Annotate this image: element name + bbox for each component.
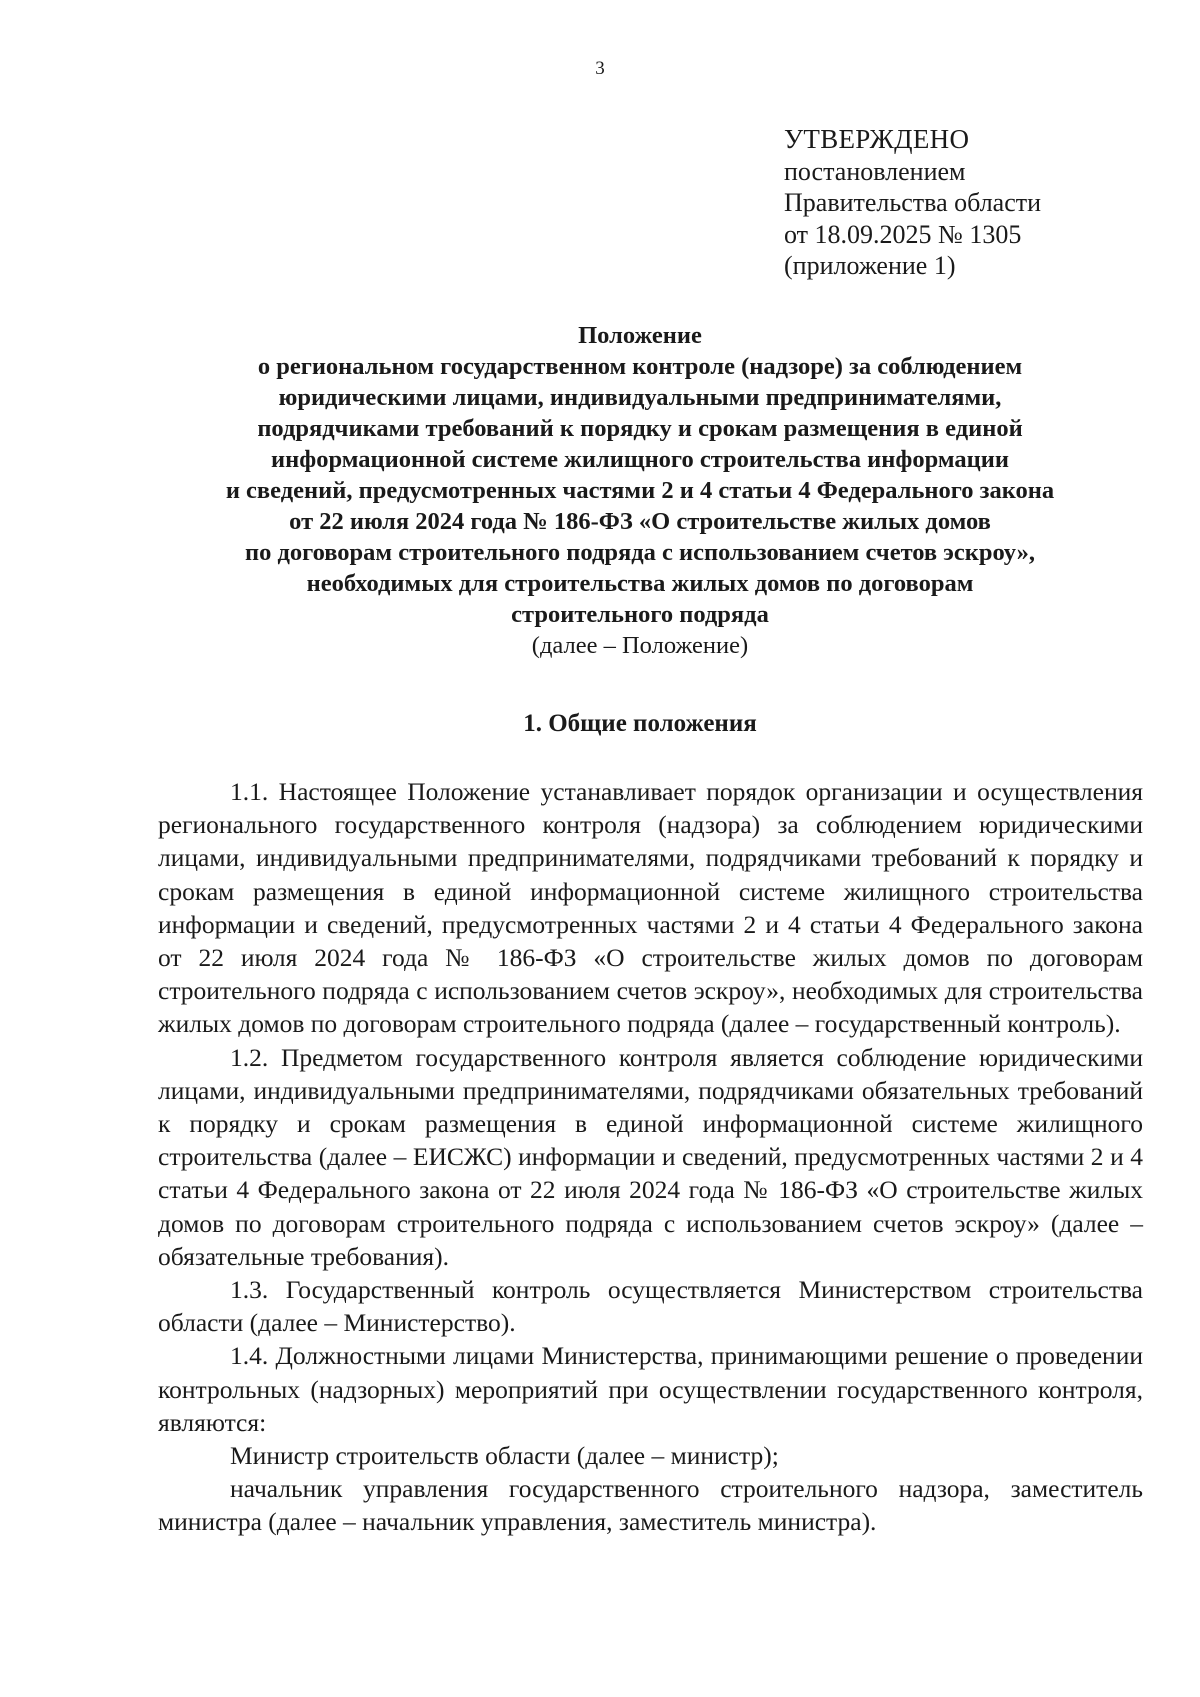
paragraph-1-2: 1.2. Предметом государственного контроля является соблюдение юридическими лицами, индивидуальными предпринимателями, подрядчиками обязательных требований к порядку и срокам размещения в единой информационной системе жилищного строительства (далее – ЕИСЖС) информации и сведений, предусмотренных частями 2 и 4 статьи 4 Федерального закона от 22 июля 2024 года № 186-ФЗ «О строительстве жилых домов по договорам строительного подряда с использованием счетов эскроу» (далее – обязательные требования).: [158, 1042, 1143, 1271]
paragraph-deputy: начальник управления государственного строительного надзора, заместитель министра (далее – начальник управления, заместитель министра).: [158, 1474, 1143, 1537]
title-line: подрядчиками требований к порядку и срокам размещения в единой: [257, 415, 1023, 442]
title-line: по договорам строительного подряда с использованием счетов эскроу»,: [244, 539, 1036, 566]
title-line: Положение: [578, 322, 702, 349]
title-line: о региональном государственном контроле (надзоре) за соблюдением: [257, 353, 1023, 380]
title-line: от 22 июля 2024 года № 186-ФЗ «О строительстве жилых домов: [289, 508, 991, 535]
title-line: строительного подряда: [511, 601, 769, 628]
paragraph-1-1: 1.1. Настоящее Положение устанавливает порядок организации и осуществления регионального государственного контроля (надзора) за соблюдением юридическими лицами, индивидуальными предпринимателями, подрядчиками требований к порядку и срокам размещения в единой информационной системе жилищного строительства информации и сведений, предусмотренных частями 2 и 4 статьи 4 Федерального закона от 22 июля 2024 года № 186-ФЗ «О строительстве жилых домов по договорам строительного подряда с использованием счетов эскроу», необходимых для строительства жилых домов по договорам строительного подряда (далее – государственный контроль).: [158, 777, 1143, 1039]
title-note: (далее – Положение): [531, 632, 749, 659]
title-line: необходимых для строительства жилых домов по договорам: [306, 570, 974, 597]
paragraph-1-4: 1.4. Должностными лицами Министерства, принимающими решение о проведении контрольных (надзорных) мероприятий при осуществлении государственного контроля, являются:: [158, 1341, 1143, 1437]
approval-line: от 18.09.2025 № 1305: [784, 219, 1022, 249]
approval-line: Правительства области: [784, 188, 1042, 217]
approval-heading: УТВЕРЖДЕНО: [784, 124, 970, 154]
page-number: 3: [595, 58, 605, 79]
approval-line: постановлением: [784, 156, 966, 186]
title-line: юридическими лицами, индивидуальными предпринимателями,: [278, 384, 1002, 411]
section-body: [158, 775, 1143, 1539]
title-line: и сведений, предусмотренных частями 2 и 4 статьи 4 Федерального закона: [225, 477, 1055, 504]
approval-stamp-block: [784, 124, 1041, 282]
document-title: [150, 320, 1130, 661]
paragraph-1-3: 1.3. Государственный контроль осуществляется Министерством строительства области (далее – Министерство).: [158, 1275, 1143, 1338]
paragraph-minister: Министр строительств области (далее – министр);: [230, 1441, 779, 1471]
title-line: информационной системе жилищного строительства информации: [271, 446, 1009, 473]
approval-line: (приложение 1): [784, 251, 956, 280]
section-heading: 1. Общие положения: [523, 710, 757, 737]
